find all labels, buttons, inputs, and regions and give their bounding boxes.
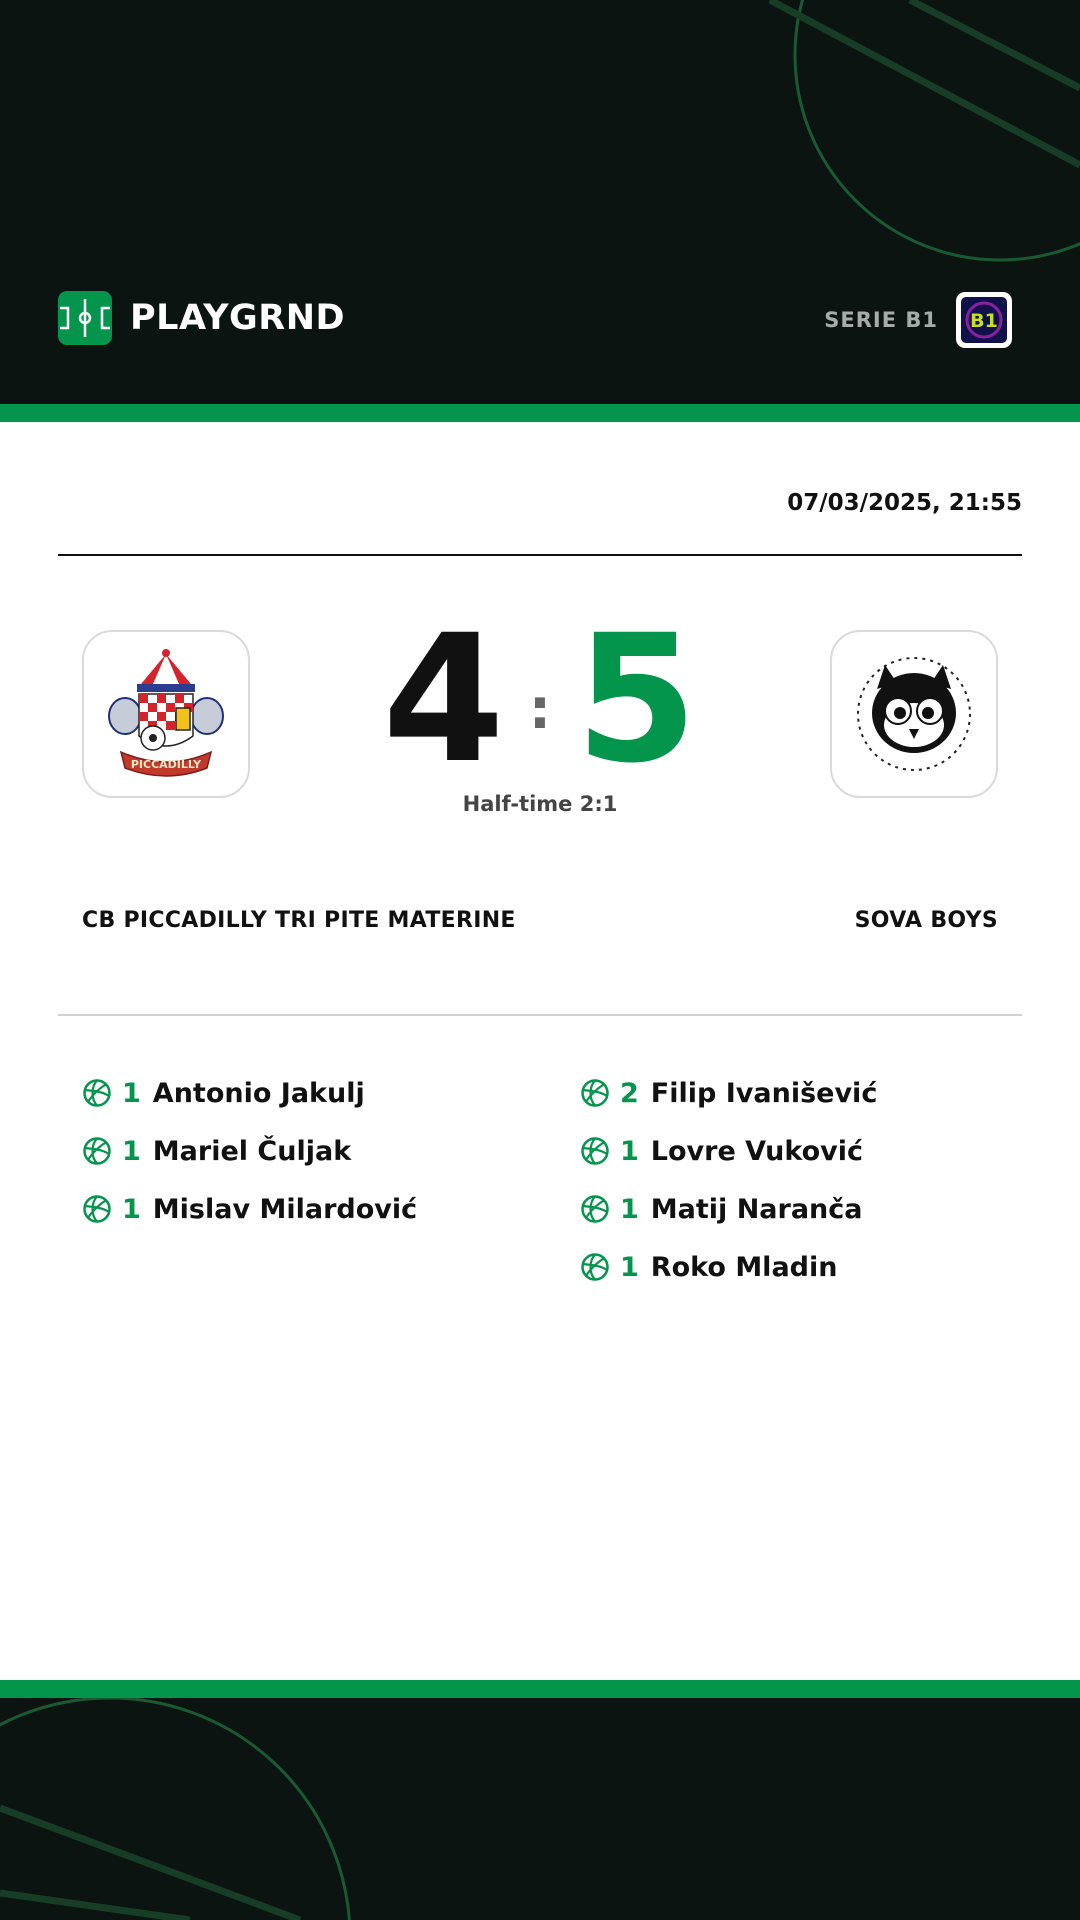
ball-icon: [580, 1078, 610, 1108]
header: [0, 0, 1080, 404]
ball-icon: [82, 1194, 112, 1224]
divider: [58, 554, 1022, 556]
home-score: 4: [382, 597, 505, 802]
brand-name: PLAYGRND: [130, 298, 346, 338]
scorer-goals: 1: [122, 1135, 141, 1167]
accent-bar-bottom: [0, 1680, 1080, 1698]
match-datetime: 07/03/2025, 21:55: [787, 490, 1022, 516]
brand: [58, 291, 345, 345]
divider-light: [58, 1014, 1022, 1016]
away-score: 5: [575, 597, 698, 802]
pitch-icon: [58, 291, 112, 345]
league-badge-text: B1: [970, 310, 998, 332]
scorer-row: [580, 1064, 877, 1122]
home-crest-text: PICCADILLY: [130, 758, 202, 771]
scorer-name: Lovre Vuković: [650, 1135, 863, 1167]
pitch-lines-decoration: [0, 1698, 1080, 1920]
scorer-row: [82, 1180, 417, 1238]
scorer-row: [82, 1122, 417, 1180]
scorer-name: Roko Mladin: [650, 1251, 838, 1283]
score-separator: :: [528, 677, 552, 742]
ball-icon: [580, 1252, 610, 1282]
scoreboard: [0, 597, 1080, 802]
home-scorers-list: [82, 1064, 417, 1238]
scorer-goals: 1: [620, 1135, 639, 1167]
scorer-goals: 1: [122, 1077, 141, 1109]
league-badge-icon: [956, 292, 1012, 348]
ball-icon: [82, 1078, 112, 1108]
scorer-row: [580, 1122, 877, 1180]
scorer-name: Mariel Čuljak: [152, 1135, 352, 1167]
scorer-goals: 2: [620, 1077, 639, 1109]
scorer-goals: 1: [620, 1193, 639, 1225]
ball-icon: [82, 1136, 112, 1166]
scorer-name: Matij Naranča: [650, 1193, 863, 1225]
away-scorers-list: [580, 1064, 877, 1296]
halftime-score: Half-time 2:1: [462, 792, 618, 816]
scorer-name: Filip Ivanišević: [650, 1077, 878, 1109]
scorer-goals: 1: [122, 1193, 141, 1225]
accent-bar-top: [0, 404, 1080, 422]
home-team-name: CB PICCADILLY TRI PITE MATERINE: [82, 908, 516, 933]
scorer-row: [82, 1064, 417, 1122]
ball-icon: [580, 1136, 610, 1166]
league-name: SERIE B1: [824, 308, 938, 332]
scorer-goals: 1: [620, 1251, 639, 1283]
footer: [0, 1698, 1080, 1920]
ball-icon: [580, 1194, 610, 1224]
scorer-name: Mislav Milardović: [152, 1193, 418, 1225]
scorer-name: Antonio Jakulj: [152, 1077, 365, 1109]
scorer-row: [580, 1238, 877, 1296]
league: [824, 292, 1012, 348]
scorer-row: [580, 1180, 877, 1238]
away-team-name: SOVA BOYS: [854, 908, 998, 933]
